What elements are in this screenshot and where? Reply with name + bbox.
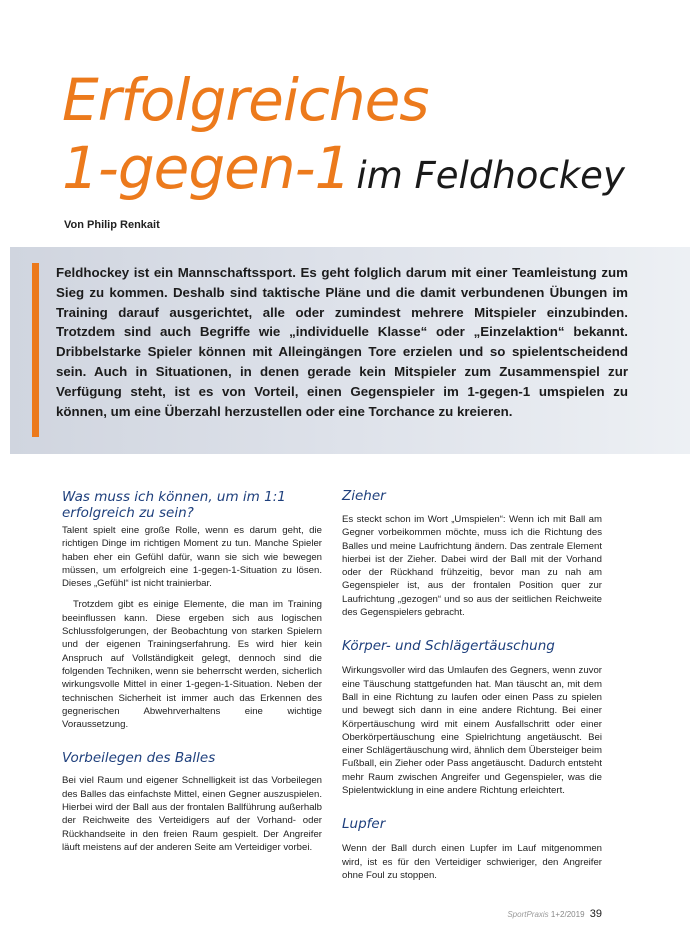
paragraph: Talent spielt eine große Rolle, wenn es darum geht, die richtigen Dinge im richtigen Moment zu tun. Manche Spieler haben eher ein Gefühl dafür, wann sie sich wie bewegen müssen, um erfolgreich eine 1-gegen-1-Situation zu lösen. Dieses „Gefühl“ ist nicht trainierbar. — [62, 525, 322, 590]
lead-paragraph: Feldhockey ist ein Mannschaftssport. Es geht folglich darum mit einer Teamleistung zum Sieg zu kommen. Deshalb sind taktische Pläne und die damit verbundenen Übungen im Training darauf ausgerichtet, alle oder zumindest mehrere Mitspieler einzubinden. Trotzdem sind auch Begriffe wie „individuelle Klasse“ oder „Einzelaktion“ bekannt. Dribbelstarke Spieler können mit Alleingängen Tore erzielen und so spielentscheidend sein. Auch in Situationen, in denen gerade kein Mitspieler zum Zusammenspiel zur Verfügung steht, ist es von Vorteil, einen Gegenspieler im 1-gegen-1 umspielen zu können, um eine Überzahl herzustellen oder eine Torchance zu kreieren. — [56, 265, 628, 419]
title-line-2 — [62, 134, 625, 210]
author-byline: Von Philip Renkait — [64, 219, 160, 231]
lead-accent-bar — [32, 263, 39, 437]
paragraph: Es steckt schon im Wort „Umspielen“: Wenn ich mit Ball am Gegner vorbeikommen möchte, muss ich die Richtung des Balles und meine Laufrichtung ändern. Das zentrale Element hierbei ist der Zieher. Dabei wird der Ball mit der Vorhand oder der Rückhand frühzeitig, bevor man zu nah am Gegenspieler ist, aus der frontalen Position quer zur Laufrichtung „gezogen“ und so aus der seitlichen Reichweite des Gegenspielers gebracht. — [342, 514, 602, 619]
paragraph: Wirkungsvoller wird das Umlaufen des Gegners, wenn zuvor eine Täuschung stattgefunden hat. Man täuscht an, mit dem Ball in eine Richtung zu laufen oder einen Pass zu spielen und bewegt sich dann in eine andere Richtung. Bei einer Körpertäuschung wird mit einem Ausfallschritt oder einer Oberkörpertäuschung eine Spielrichtung angetäuscht. Bei einer Schlägertäuschung wird, ähnlich dem Übersteiger beim Fußball, ein Zieher oder Pass angetäuscht. Dadurch entsteht mehr Raum zwischen Angreifer und Gegenspieler, was die Spielentwicklung in eine andere Richtung erleichtert. — [342, 665, 602, 797]
title-suffix: im Feldhockey — [356, 154, 625, 197]
column-left — [62, 484, 322, 854]
paragraph: Bei viel Raum und eigener Schnelligkeit ist das Vorbeilegen des Balles das einfachste Mittel, einen Gegner auszuspielen. Hierbei wird der Ball aus der frontalen Ballführung außerhalb der Reichweite des Verteidigers auf der Vorhand- oder Rückhandseite in den freien Raum gespielt. Der Angreifer läuft meistens auf der anderen Seite am Verteidiger vorbei. — [62, 775, 322, 853]
paragraph: Trotzdem gibt es einige Elemente, die man im Training beeinflussen kann. Diese ergeben sich aus logischen Schlussfolgerungen, der Beobachtung von starken Spielern und der eigenen Trainingserfahrung. Es wird hier kein Anspruch auf Vollständigkeit gelegt, dennoch sind die folgenden Techniken, wenn sie beherrscht werden, sicherlich wirkungsvolle Mittel in einer 1-gegen-1-Situation. Neben der technischen Sicherheit ist immer auch das Erkennen des gegnerischen Abwehrverhaltens eine wichtige Voraussetzung. — [62, 599, 322, 731]
page-number: 39 — [589, 908, 602, 920]
title-main: 1-gegen-1 — [62, 134, 351, 202]
column-right — [342, 484, 602, 882]
title-line-1: Erfolgreiches — [62, 66, 429, 134]
section-heading-vorbeilegen: Vorbeilegen des Balles — [62, 750, 216, 767]
issue-number: 1+2/2019 — [550, 910, 585, 919]
page-footer — [507, 908, 602, 920]
magazine-name: SportPraxis — [507, 910, 549, 919]
section-heading-taeuschung: Körper- und Schlägertäuschung — [342, 638, 555, 655]
section-heading-requirements: Was muss ich können, um im 1:1 erfolgreich zu sein? — [62, 489, 286, 521]
section-heading-zieher: Zieher — [342, 488, 386, 504]
paragraph: Wenn der Ball durch einen Lupfer im Lauf mitgenommen wird, ist es für den Verteidiger schwieriger, den Angreifer ohne Foul zu stoppen. — [342, 843, 602, 881]
section-heading-lupfer: Lupfer — [342, 816, 386, 833]
